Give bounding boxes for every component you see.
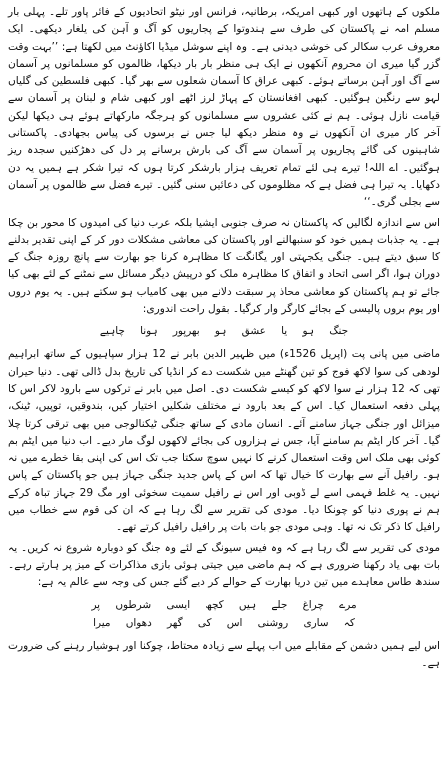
couplet-block-2 [8, 596, 440, 632]
couplet-line-1: مرے چراغ جلے ہیں کچھ ایسی شرطوں پر [91, 598, 357, 611]
couplet-line-2: کہ ساری روشنی اس کی گھر دھواں میرا [93, 616, 355, 629]
couplet-line: جنگ ہو یا عشق ہو بھرپور ہونا چاہیے [99, 325, 349, 338]
paragraph-panipat-history: ماضی میں پانی پت (اپریل 1526ء) میں ظہیر الدین بابر نے 12 ہزار سپاہیوں کے ساتھ ابراہیم لودھی کی سوا لاکھ فوج کو تین گھنٹے میں شکست دے کر انڈیا کی تاریخ بدل ڈالی تھی۔ دنیا حیران تھی کہ 12 ہزار نے سوا لاکھ کو کیسے شکست دی۔ اصل میں بابر نے ترکوں سے بارود لاکر اس کا پہلی دفعہ استعمال کیا۔ اس کے بعد بارود نے مختلف شکلیں اختیار کیں، بندوقیں، توپیں، ٹینک، میزائل اور جنگی جہاز سامنے آئے۔ انسان مادی کے ساتھ جنگی ٹیکنالوجی میں بھی ترقی کرتا چلا گیا۔ آخر کار ایٹم بم سامنے آیا، جس نے ہزاروں کی بجائے لاکھوں لوگ مار دیے۔ اب دنیا میں ایٹم بم کوئی بھی ملک اس وقت استعمال کرنے کا نہیں سوچ سکتا جب تک اس کی اپنی بقا خطرے میں نہ ہو۔ رافیل آنے سے بھارت کا خیال تھا کہ اس کے پاس جدید جنگی جہاز ہیں جو پاکستان کے پاس نہیں۔ یہ غلط فہمی اسے لے ڈوبی اور اس نے رافیل سمیت سخوئی اور مگ 29 جہاز تباہ کرکے ہم نے پوری دنیا کو چونکا دیا۔ مودی کی تقریر سے لگ رہا ہے کہ ان کی قوم سے خطاب میں رافیل کا ذکر تک نہ تھا۔ وہی مودی جو بات بات پر رافیل رافیل کرتے تھے۔ [8, 348, 441, 534]
paragraph-closing: اس لیے ہمیں دشمن کے مقابلے میں اب پہلے سے زیادہ محتاط، چوکنا اور ہوشیار رہنے کی ضرورت ہے۔ [8, 639, 440, 669]
paragraph-modi-speech: مودی کی تقریر سے لگ رہا ہے کہ وہ فیس سیونگ کے لئے وہ جنگ کو دوبارہ شروع نہ کریں۔ یہ بات بھی یاد رکھنا ضروری ہے کہ ہم ماضی میں جیتی ہوئی بازی مذاکرات کے میز پر ہارتے رہے۔ سندھ طاس معاہدے میں تین دریا بھارت کے حوالے کر دیے گئے جس کی وجہ سے عالم یہ ہے: [8, 541, 440, 589]
couplet-block-1 [8, 322, 440, 340]
paragraph-arab-scholar-quote: ملکوں کے ہاتھوں اور کبھی امریکہ، برطانیہ، فرانس اور نیٹو اتحادیوں کے فائر پاور تلے۔ پہلی بار مسلم امہ نے پاکستان کی طرف سے ہندوتوا کے پجاریوں کو آگ و آہن کی یلغار دیکھی۔ ایک معروف عرب سکالر کی خوشی دیدنی ہے۔ وہ اپنے سوشل میڈیا اکاؤنٹ میں لکھتا ہے: ’’بہت وقت گزر گیا میری ان محروم آنکھوں نے ایک ہی منظر بار بار دیکھا، ظالموں کو مسلمانوں پر آسمان سے آگ اور آہن برساتے ہوئے۔ کبھی عراق کا آسمان شعلوں سے بھر گیا۔ کبھی فلسطین کی گلیاں لہو سے رنگین ہوگئیں۔ کبھی افغانستان کے پہاڑ لرز اٹھے اور کبھی شام و لبنان پر آسمان سے قیامت نازل ہوئی۔ ہم نے کئی عشروں سے مسلمانوں کو ہرجگہ مارکھاتے ہوئے ہی دیکھا لیکن آخر کار میری ان آنکھوں نے وہ منظر دیکھ لیا جس نے برسوں کی پیاس بجھادی۔ پاکستانی شاہینوں کی گائے پجاریوں پر آسمان سے آگ کی بارش برسانے پر دل کی دھڑکنیں سجدہ ریز ہوگئیں۔ اے اللہ! تیرے ہی لئے تمام تعریف ہزار بارشکر کرتا ہوں کہ تیرا شکر ہے ہمیں یہ دن دکھایا۔ یہ تیرا ہی فضل ہے کہ مظلوموں کی دعائیں سنی گئیں۔ تیرے فضل سے ظالموں پر آسمان سے بجلی گری۔‘‘ [8, 6, 440, 209]
paragraph-pakistan-hope: اس سے اندازہ لگالیں کہ پاکستان نہ صرف جنوبی ایشیا بلکہ عرب دنیا کی امیدوں کا محور بن چکا ہے۔ یہ جذبات ہمیں خود کو سنبھالنے اور پاکستان کی معاشی مشکلات دور کر کے اپنی تقدیر بدلنے کا سبق دیتے ہیں۔ جنگی یکجہتی اور یگانگت کا مظاہرہ کرنا جو بھارت سے پانچ روزہ جنگ کے دوران ہوا، اگر اسی اتحاد و اتفاق کا مظاہرہ ملک کو درپیش دیگر مسائل سے نمٹنے کے لئے بھی کیا جائے تو ہم پاکستان کو معاشی محاذ پر سبقت دلانے میں بھی کامیاب ہو سکتے ہیں۔ یہ یوم دروں اور یوم بروں پالیسی کے بجائے کارگر وار کرگیا۔ بقول راحت اندوری: [8, 216, 440, 316]
